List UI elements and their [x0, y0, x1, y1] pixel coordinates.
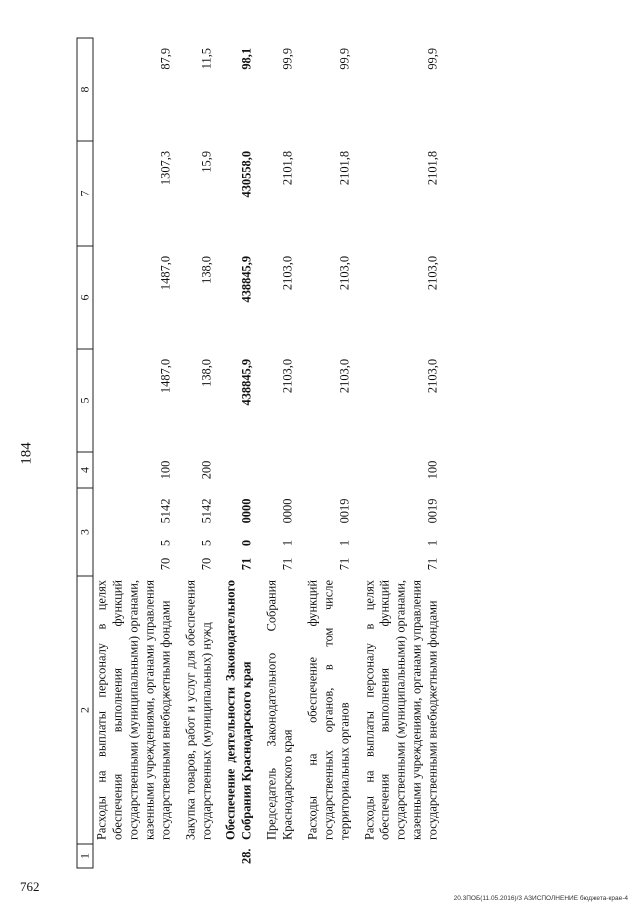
col-header-8: 8	[77, 37, 93, 140]
value-8: 98,1	[239, 47, 254, 70]
value-5: 438845,9	[239, 358, 254, 405]
value-8: 99,9	[280, 47, 295, 70]
value-5: 2103,0	[280, 358, 295, 393]
code-c: 0019	[337, 498, 352, 523]
col-header-7: 7	[77, 140, 93, 245]
table-header	[77, 37, 93, 867]
value-5: 2103,0	[425, 358, 440, 393]
table-row	[182, 37, 223, 867]
value-6: 438845,9	[239, 255, 254, 302]
value-7: 15,9	[199, 150, 214, 173]
value-7: 430558,0	[239, 150, 254, 197]
code-a: 71	[337, 557, 352, 570]
col-header-6: 6	[77, 245, 93, 348]
value-8: 99,9	[337, 47, 352, 70]
col-header-5: 5	[77, 348, 93, 451]
code-b: 1	[425, 539, 440, 546]
code-d: 100	[158, 460, 173, 479]
value-8: 87,9	[158, 47, 173, 70]
code-b: 1	[280, 539, 295, 546]
value-6: 2103,0	[280, 255, 295, 290]
code-b: 5	[158, 539, 173, 546]
value-7: 2101,8	[280, 150, 295, 185]
row-number	[182, 844, 223, 868]
row-name: Председатель Законодательного Собрания Краснодарского края	[264, 579, 295, 840]
code-b: 5	[199, 539, 214, 546]
table-row	[304, 37, 361, 867]
code-a: 70	[199, 557, 214, 570]
page-number-top: 184	[18, 441, 35, 465]
code-d: 200	[199, 460, 214, 479]
value-6: 2103,0	[425, 255, 440, 290]
value-5: 138,0	[199, 358, 214, 387]
side-note: 20.3ПОБ(11.05.2016)/3 АЗИСПОЛНЕНИЕ бюджета-крае-4	[453, 895, 628, 902]
code-a: 71	[280, 557, 295, 570]
code-d	[304, 451, 361, 487]
code-d	[264, 451, 305, 487]
row-name: Расходы на выплаты персоналу в целях обеспечения выполнения функций государственными (муниципальными) органами, казенными учреждениями, органами управления государственными внебюджетными фондами	[94, 579, 173, 840]
row-number	[93, 844, 182, 868]
table-row	[93, 37, 182, 867]
col-header-2: 2	[77, 576, 93, 844]
code-c: 0019	[425, 498, 440, 523]
code-c: 5142	[158, 498, 173, 523]
value-6: 2103,0	[337, 255, 352, 290]
row-name: Расходы на обеспечение функций государственных органов, в том числе территориальных органов	[305, 579, 352, 840]
table-row	[264, 37, 305, 867]
row-number	[264, 844, 305, 868]
code-c: 0000	[239, 498, 254, 523]
code-d	[223, 451, 264, 487]
col-header-1: 1	[77, 844, 93, 868]
code-c: 5142	[199, 498, 214, 523]
code-a: 70	[158, 557, 173, 570]
code-c: 0000	[280, 498, 295, 523]
value-7: 2101,8	[425, 150, 440, 185]
table-row	[361, 37, 449, 867]
col-header-4: 4	[77, 451, 93, 487]
value-7: 1307,3	[158, 150, 173, 185]
value-5: 2103,0	[337, 358, 352, 393]
code-b: 1	[337, 539, 352, 546]
row-number	[361, 844, 449, 868]
value-6: 138,0	[199, 255, 214, 284]
code-b: 0	[239, 539, 254, 546]
table-row	[223, 37, 264, 867]
code-a: 71	[425, 557, 440, 570]
row-name: Расходы на выплаты персоналу в целях обеспечения выполнения функций государственными (муниципальными) органами, казенными учреждениями, органами управления государственными внебюджетными фондами	[362, 579, 440, 840]
value-8: 99,9	[425, 47, 440, 70]
value-6: 1487,0	[158, 255, 173, 290]
value-8: 11,5	[199, 47, 214, 69]
col-header-3: 3	[77, 487, 93, 575]
row-name: Закупка товаров, работ и услуг для обеспечения государственных (муниципальных) нужд	[183, 579, 214, 840]
value-7: 2101,8	[337, 150, 352, 185]
row-number	[304, 844, 361, 868]
row-name: Обеспечение деятельности Законодательного Собрания Краснодарского края	[223, 579, 254, 840]
page-number-bottom: 762	[20, 879, 40, 894]
code-a: 71	[239, 557, 254, 570]
code-d: 100	[425, 460, 440, 479]
value-5: 1487,0	[158, 358, 173, 393]
row-number: 28.	[239, 848, 254, 864]
budget-table	[77, 37, 450, 868]
rotated-page	[18, 28, 608, 878]
